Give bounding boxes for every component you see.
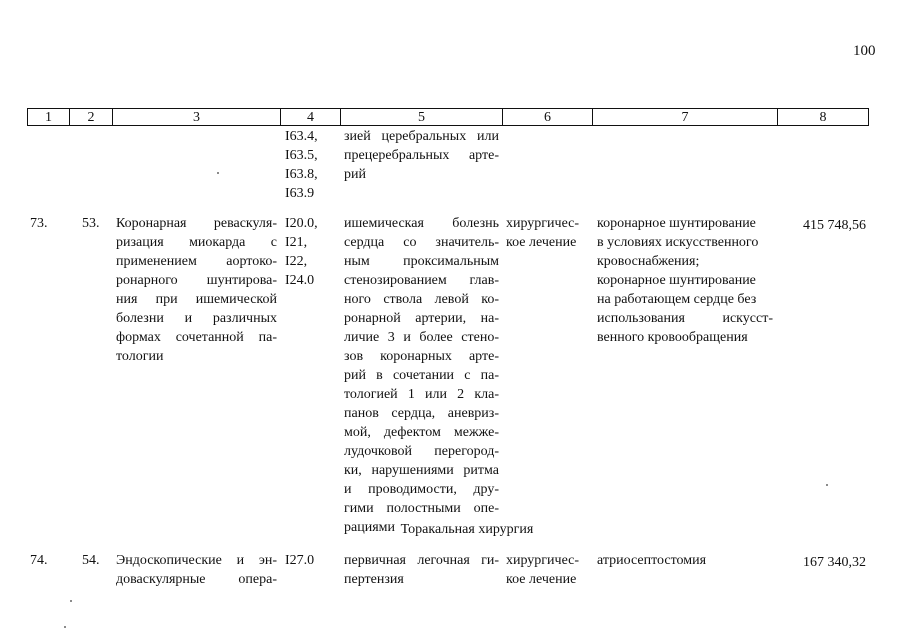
treatment-line: кое лечение (506, 572, 577, 587)
scan-speck (826, 484, 828, 486)
row-73-group: 53. (82, 216, 100, 231)
treatment-line: кое лечение (506, 235, 577, 250)
code-line: I63.5, (285, 148, 318, 163)
scan-speck (217, 172, 219, 174)
profile-line: болезни и различных (116, 311, 277, 326)
method-line: использования искусст- (597, 311, 773, 326)
header-col-1: 1 (27, 108, 70, 126)
code-line: I20.0, (285, 216, 318, 231)
model-line: рациями (344, 520, 395, 535)
method-line: на работающем сердце без (597, 292, 757, 307)
scan-speck (70, 600, 72, 602)
code-line: I63.9 (285, 186, 315, 201)
profile-line: применением аортоко- (116, 254, 277, 269)
header-col-8: 8 (778, 108, 869, 126)
scan-speck (64, 626, 66, 628)
model-line: рий в сочетании с па- (344, 368, 499, 383)
row-74-profile (116, 551, 277, 589)
model-line: рий (344, 167, 366, 182)
model-line: ным проксимальным (344, 254, 499, 269)
header-col-6: 6 (503, 108, 593, 126)
header-col-3: 3 (113, 108, 281, 126)
treatment-line: хирургичес- (506, 553, 580, 568)
profile-line: доваскулярные опера- (116, 572, 277, 587)
row-73-profile (116, 214, 277, 366)
code-line: I21, (285, 235, 308, 250)
row-73-cost: 415 748,56 (803, 218, 866, 233)
model-line: стенозированием глав- (344, 273, 499, 288)
model-line: первичная легочная ги- (344, 553, 499, 568)
section-title: Торакальная хирургия (400, 522, 534, 537)
page-number: 100 (853, 43, 876, 59)
code-line: I63.4, (285, 129, 318, 144)
header-col-5: 5 (341, 108, 503, 126)
model-line: и проводимости, дру- (344, 482, 499, 497)
code-line: I27.0 (285, 553, 315, 568)
row-73-model (344, 214, 499, 537)
code-line: I22, (285, 254, 308, 269)
model-line: ки, нарушениями ритма (344, 463, 499, 478)
model-line: гими полостными опе- (344, 501, 499, 516)
profile-line: ния при ишемической (116, 292, 277, 307)
model-line: ного ствола левой ко- (344, 292, 499, 307)
row-73-codes (285, 214, 340, 290)
method-line: атриосептостомия (597, 553, 707, 568)
row-74-codes (285, 551, 340, 570)
method-line: в условиях искусственного (597, 235, 759, 250)
model-line: пертензия (344, 572, 404, 587)
header-col-4: 4 (281, 108, 341, 126)
method-line: коронарное шунтирование (597, 216, 756, 231)
profile-line: ризация миокарда с (116, 235, 277, 250)
profile-line: тологии (116, 349, 164, 364)
row-74-number: 74. (30, 553, 48, 568)
model-line: мой, дефектом межже- (344, 425, 499, 440)
continuation-codes (285, 127, 340, 203)
profile-line: Эндоскопические и эн- (116, 553, 277, 568)
profile-line: ронарного шунтирова- (116, 273, 277, 288)
treatment-line: хирургичес- (506, 216, 580, 231)
continuation-model (344, 127, 499, 184)
profile-line: Коронарная реваскуля- (116, 216, 277, 231)
model-line: панов сердца, аневриз- (344, 406, 499, 421)
method-line: коронарное шунтирование (597, 273, 756, 288)
profile-line: формах сочетанной па- (116, 330, 277, 345)
model-line: личие 3 и более стено- (344, 330, 499, 345)
code-line: I24.0 (285, 273, 315, 288)
model-line: ишемическая болезнь (344, 216, 499, 231)
header-col-2: 2 (70, 108, 113, 126)
method-line: кровоснабжения; (597, 254, 700, 269)
row-74-treatment (506, 551, 592, 589)
method-line: венного кровообращения (597, 330, 748, 345)
model-line: тологией 1 или 2 кла- (344, 387, 499, 402)
row-73-treatment (506, 214, 592, 252)
model-line: сердца со значитель- (344, 235, 499, 250)
model-line: зов коронарных арте- (344, 349, 499, 364)
code-line: I63.8, (285, 167, 318, 182)
model-line: ронарной артерии, на- (344, 311, 499, 326)
model-line: зией церебральных или (344, 129, 499, 144)
row-73-method (597, 214, 773, 347)
model-line: лудочковой перегород- (344, 444, 499, 459)
row-73-number: 73. (30, 216, 48, 231)
row-74-method (597, 551, 773, 570)
row-74-group: 54. (82, 553, 100, 568)
header-col-7: 7 (593, 108, 778, 126)
model-line: прецеребральных арте- (344, 148, 499, 163)
row-74-cost: 167 340,32 (803, 555, 866, 570)
row-74-model (344, 551, 499, 589)
